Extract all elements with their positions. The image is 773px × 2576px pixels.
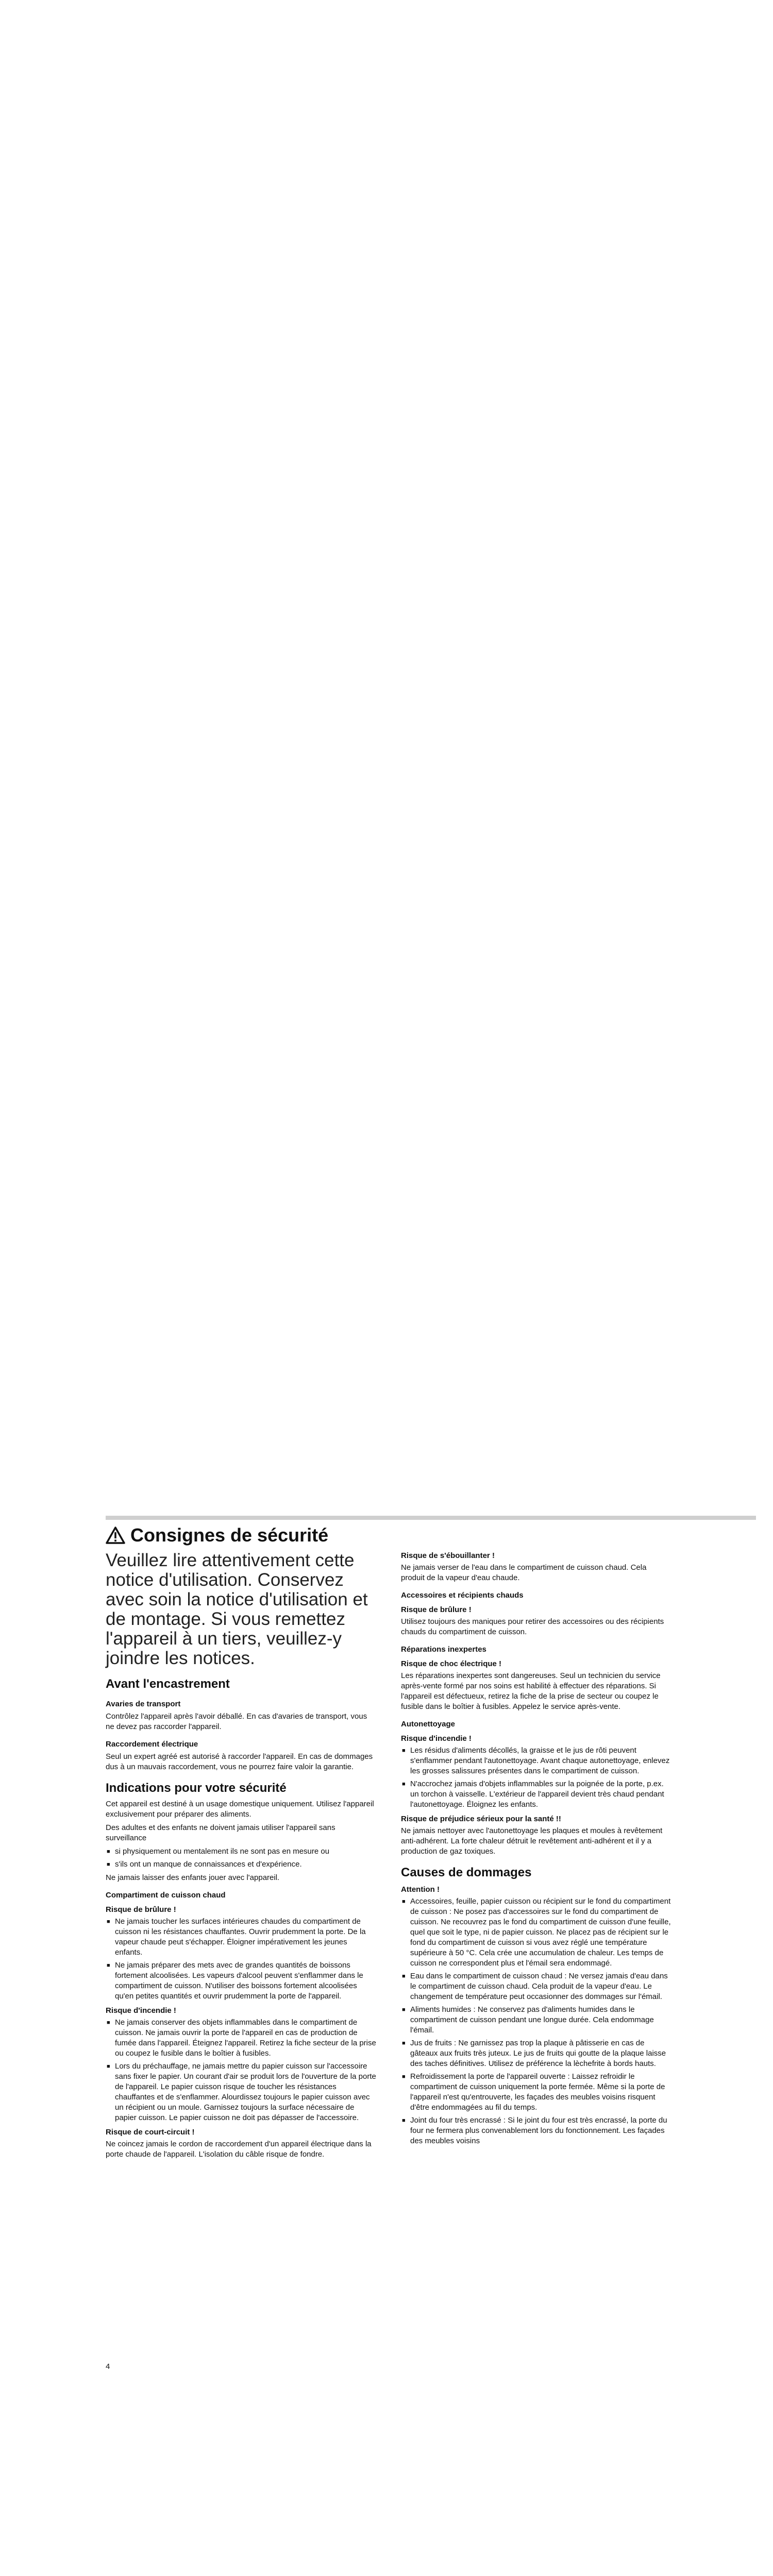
choc-heading: Risque de choc électrique ! [401, 1659, 502, 1668]
list-item: ■ N'accrochez jamais d'objets inflammables sur la poignée de la porte, p.ex. un torchon à vaisselle. L'extérieur de l'appareil devient très chaud pendant l'autonettoyage. Éloignez les enfants. [401, 1779, 672, 1810]
auto-incendie-heading: Risque d'incendie ! [401, 1734, 472, 1743]
list-item: ■ Aliments humides : Ne conservez pas d'aliments humides dans le compartiment de cuisson pendant une longue durée. Cela endommage l'émail. [401, 2005, 672, 2036]
list-item: ■ si physiquement ou mentalement ils ne sont pas en mesure ou [106, 1846, 377, 1857]
list-item: ■ Joint du four très encrassé : Si le joint du four est très encrassé, la porte du four ne fermera plus convenablement lors du fonctionnement. Les façades des meubles voisins [401, 2115, 672, 2146]
choc-text: Les réparations inexpertes sont dangereuses. Seul un technicien du service après-vente formé par nos soins est habilité à effectuer des réparations. Si l'appareil est défectueux, retirez la fiche de la prise de secteur ou coupez le fusible dans le boîtier à fusibles. Appelez le service après-vente. [401, 1671, 661, 1711]
intro-text: Veuillez lire attentivement cette notice d'utilisation. Conservez avec soin la notice d'utilisation et de montage. Si vous remettez l'appareil à un tiers, veuillez-y joindre les notices. [106, 1550, 368, 1668]
list-item: ■ Lors du préchauffage, ne jamais mettre du papier cuisson sur l'accessoire sans fixer le papier. Un courant d'air se produit lors de l'ouverture de la porte de l'appareil. Le papier cuisson risque de toucher les résistances chauffantes et de s'enflammer. Alourdissez toujours le papier cuisson avec un récipient ou un moule. Garnissez toujours la surface nécessaire de papier cuisson. Le papier cuisson ne doit pas dépasser de l'accessoire. [106, 2061, 377, 2123]
sante-text: Ne jamais nettoyer avec l'autonettoyage les plaques et moules à revêtement anti-adhérent. La forte chaleur détruit le revêtement anti-adhérent et il y a production de gaz toxiques. [401, 1826, 663, 1856]
list-item: ■ Eau dans le compartiment de cuisson chaud : Ne versez jamais d'eau dans le compartiment de cuisson chaud. Cela produit de la vapeur d'eau. Le changement de température peut occasionner des dommages sur l'émail. [401, 1971, 672, 2002]
avant-heading: Avant l'encastrement [106, 1677, 230, 1691]
ebouillanter-heading: Risque de s'ébouillanter ! [401, 1551, 495, 1560]
section-divider [106, 1516, 756, 1520]
warning-triangle-icon [106, 1527, 125, 1544]
ebouillanter-text: Ne jamais verser de l'eau dans le compartiment de cuisson chaud. Cela produit de la vapeur d'eau chaude. [401, 1563, 647, 1582]
courtcircuit-heading: Risque de court-circuit ! [106, 2128, 195, 2137]
raccord-text: Seul un expert agréé est autorisé à raccorder l'appareil. En cas de dommages dus à un mauvais raccordement, vous ne pourrez faire valoir la garantie. [106, 1752, 373, 1771]
right-column [401, 1551, 672, 2149]
list-item: ■ Jus de fruits : Ne garnissez pas trop la plaque à pâtisserie en cas de gâteaux aux fruits très juteux. Le jus de fruits qui goutte de la plaque laisse des taches définitives. Utilisez de préférence la lèchefrite à bords hauts. [401, 2038, 672, 2069]
left-column [106, 1551, 377, 2163]
list-item: ■ Ne jamais toucher les surfaces intérieures chaudes du compartiment de cuisson ni les résistances chauffantes. Ouvrir prudemment la porte. De la vapeur chaude peut s'échapper. Éloigner impérativement les jeunes enfants. [106, 1917, 377, 1958]
page-number: 4 [106, 2362, 110, 2371]
indications-text-3: Ne jamais laisser des enfants jouer avec l'appareil. [106, 1873, 280, 1882]
causes-list [401, 1896, 672, 2146]
accessoires-brulure-heading: Risque de brûlure ! [401, 1605, 472, 1614]
list-item: ■ Refroidissement la porte de l'appareil ouverte : Laissez refroidir le compartiment de cuisson uniquement la porte fermée. Même si la porte de l'appareil n'est qu'entrouverte, les façades des meubles voisins risquent d'être endommagées au fil du temps. [401, 2072, 672, 2113]
list-item: ■ Ne jamais préparer des mets avec de grandes quantités de boissons fortement alcoolisées. Les vapeurs d'alcool peuvent s'enflammer dans le compartiment de cuisson. N'utiliser des boissons fortement alcoolisées qu'en petites quantités et ouvrir prudemment la porte de l'appareil. [106, 1960, 377, 2002]
indications-list [106, 1846, 377, 1870]
accessoires-text: Utilisez toujours des maniques pour retirer des accessoires ou des récipients chauds du compartiment de cuisson. [401, 1617, 664, 1636]
incendie-list [106, 2018, 377, 2123]
list-item: ■ Les résidus d'aliments décollés, la graisse et le jus de rôti peuvent s'enflammer pendant l'autonettoyage. Avant chaque autonettoyage, enlevez les grosses salissures présentes dans le compartiment de cuisson. [401, 1745, 672, 1776]
avaries-heading: Avaries de transport [106, 1700, 181, 1708]
brulure-list [106, 1917, 377, 2002]
causes-heading: Causes de dommages [401, 1866, 532, 1879]
indications-text-1: Cet appareil est destiné à un usage domestique uniquement. Utilisez l'appareil exclusivement pour préparer des aliments. [106, 1800, 374, 1819]
list-item: ■ Ne jamais conserver des objets inflammables dans le compartiment de cuisson. Ne jamais ouvrir la porte de l'appareil en cas de production de fumée dans l'appareil. Éteignez l'appareil. Retirez la fiche secteur de la prise ou coupez le fusible dans le boîtier à fusibles. [106, 2018, 377, 2059]
compartiment-heading: Compartiment de cuisson chaud [106, 1891, 226, 1900]
autonettoyage-heading: Autonettoyage [401, 1720, 455, 1728]
indications-text-2: Des adultes et des enfants ne doivent jamais utiliser l'appareil sans surveillance [106, 1823, 335, 1842]
page-title: Consignes de sécurité [130, 1524, 329, 1546]
indications-heading: Indications pour votre sécurité [106, 1781, 287, 1795]
autonettoyage-list [401, 1745, 672, 1810]
incendie-heading: Risque d'incendie ! [106, 2006, 176, 2015]
reparations-heading: Réparations inexpertes [401, 1645, 486, 1654]
courtcircuit-text: Ne coincez jamais le cordon de raccordement d'un appareil électrique dans la porte chaude de l'appareil. L'isolation du câble risque de fondre. [106, 2140, 372, 2159]
avaries-text: Contrôlez l'appareil après l'avoir déballé. En cas d'avaries de transport, vous ne devez pas raccorder l'appareil. [106, 1712, 367, 1731]
attention-heading: Attention ! [401, 1885, 440, 1894]
section-heading [106, 1524, 328, 1547]
raccord-heading: Raccordement électrique [106, 1740, 198, 1749]
accessoires-heading: Accessoires et récipients chauds [401, 1591, 524, 1600]
sante-heading: Risque de préjudice sérieux pour la santé !! [401, 1815, 561, 1823]
list-item: ■ s'ils ont un manque de connaissances et d'expérience. [106, 1859, 377, 1870]
brulure-heading: Risque de brûlure ! [106, 1905, 176, 1914]
list-item: ■ Accessoires, feuille, papier cuisson ou récipient sur le fond du compartiment de cuisson : Ne posez pas d'accessoires sur le fond du compartiment de cuisson. Ne recouvrez pas le fond du compartiment de cuisson d'une feuille, quel que soit le type, ni de papier cuisson. Ne placez pas de récipient sur le fond du compartiment de cuisson si vous avez réglé une température supérieure à 50 °C. Cela crée une accumulation de chaleur. Les temps de cuisson ne correspondent plus et l'émail sera endommagé. [401, 1896, 672, 1969]
